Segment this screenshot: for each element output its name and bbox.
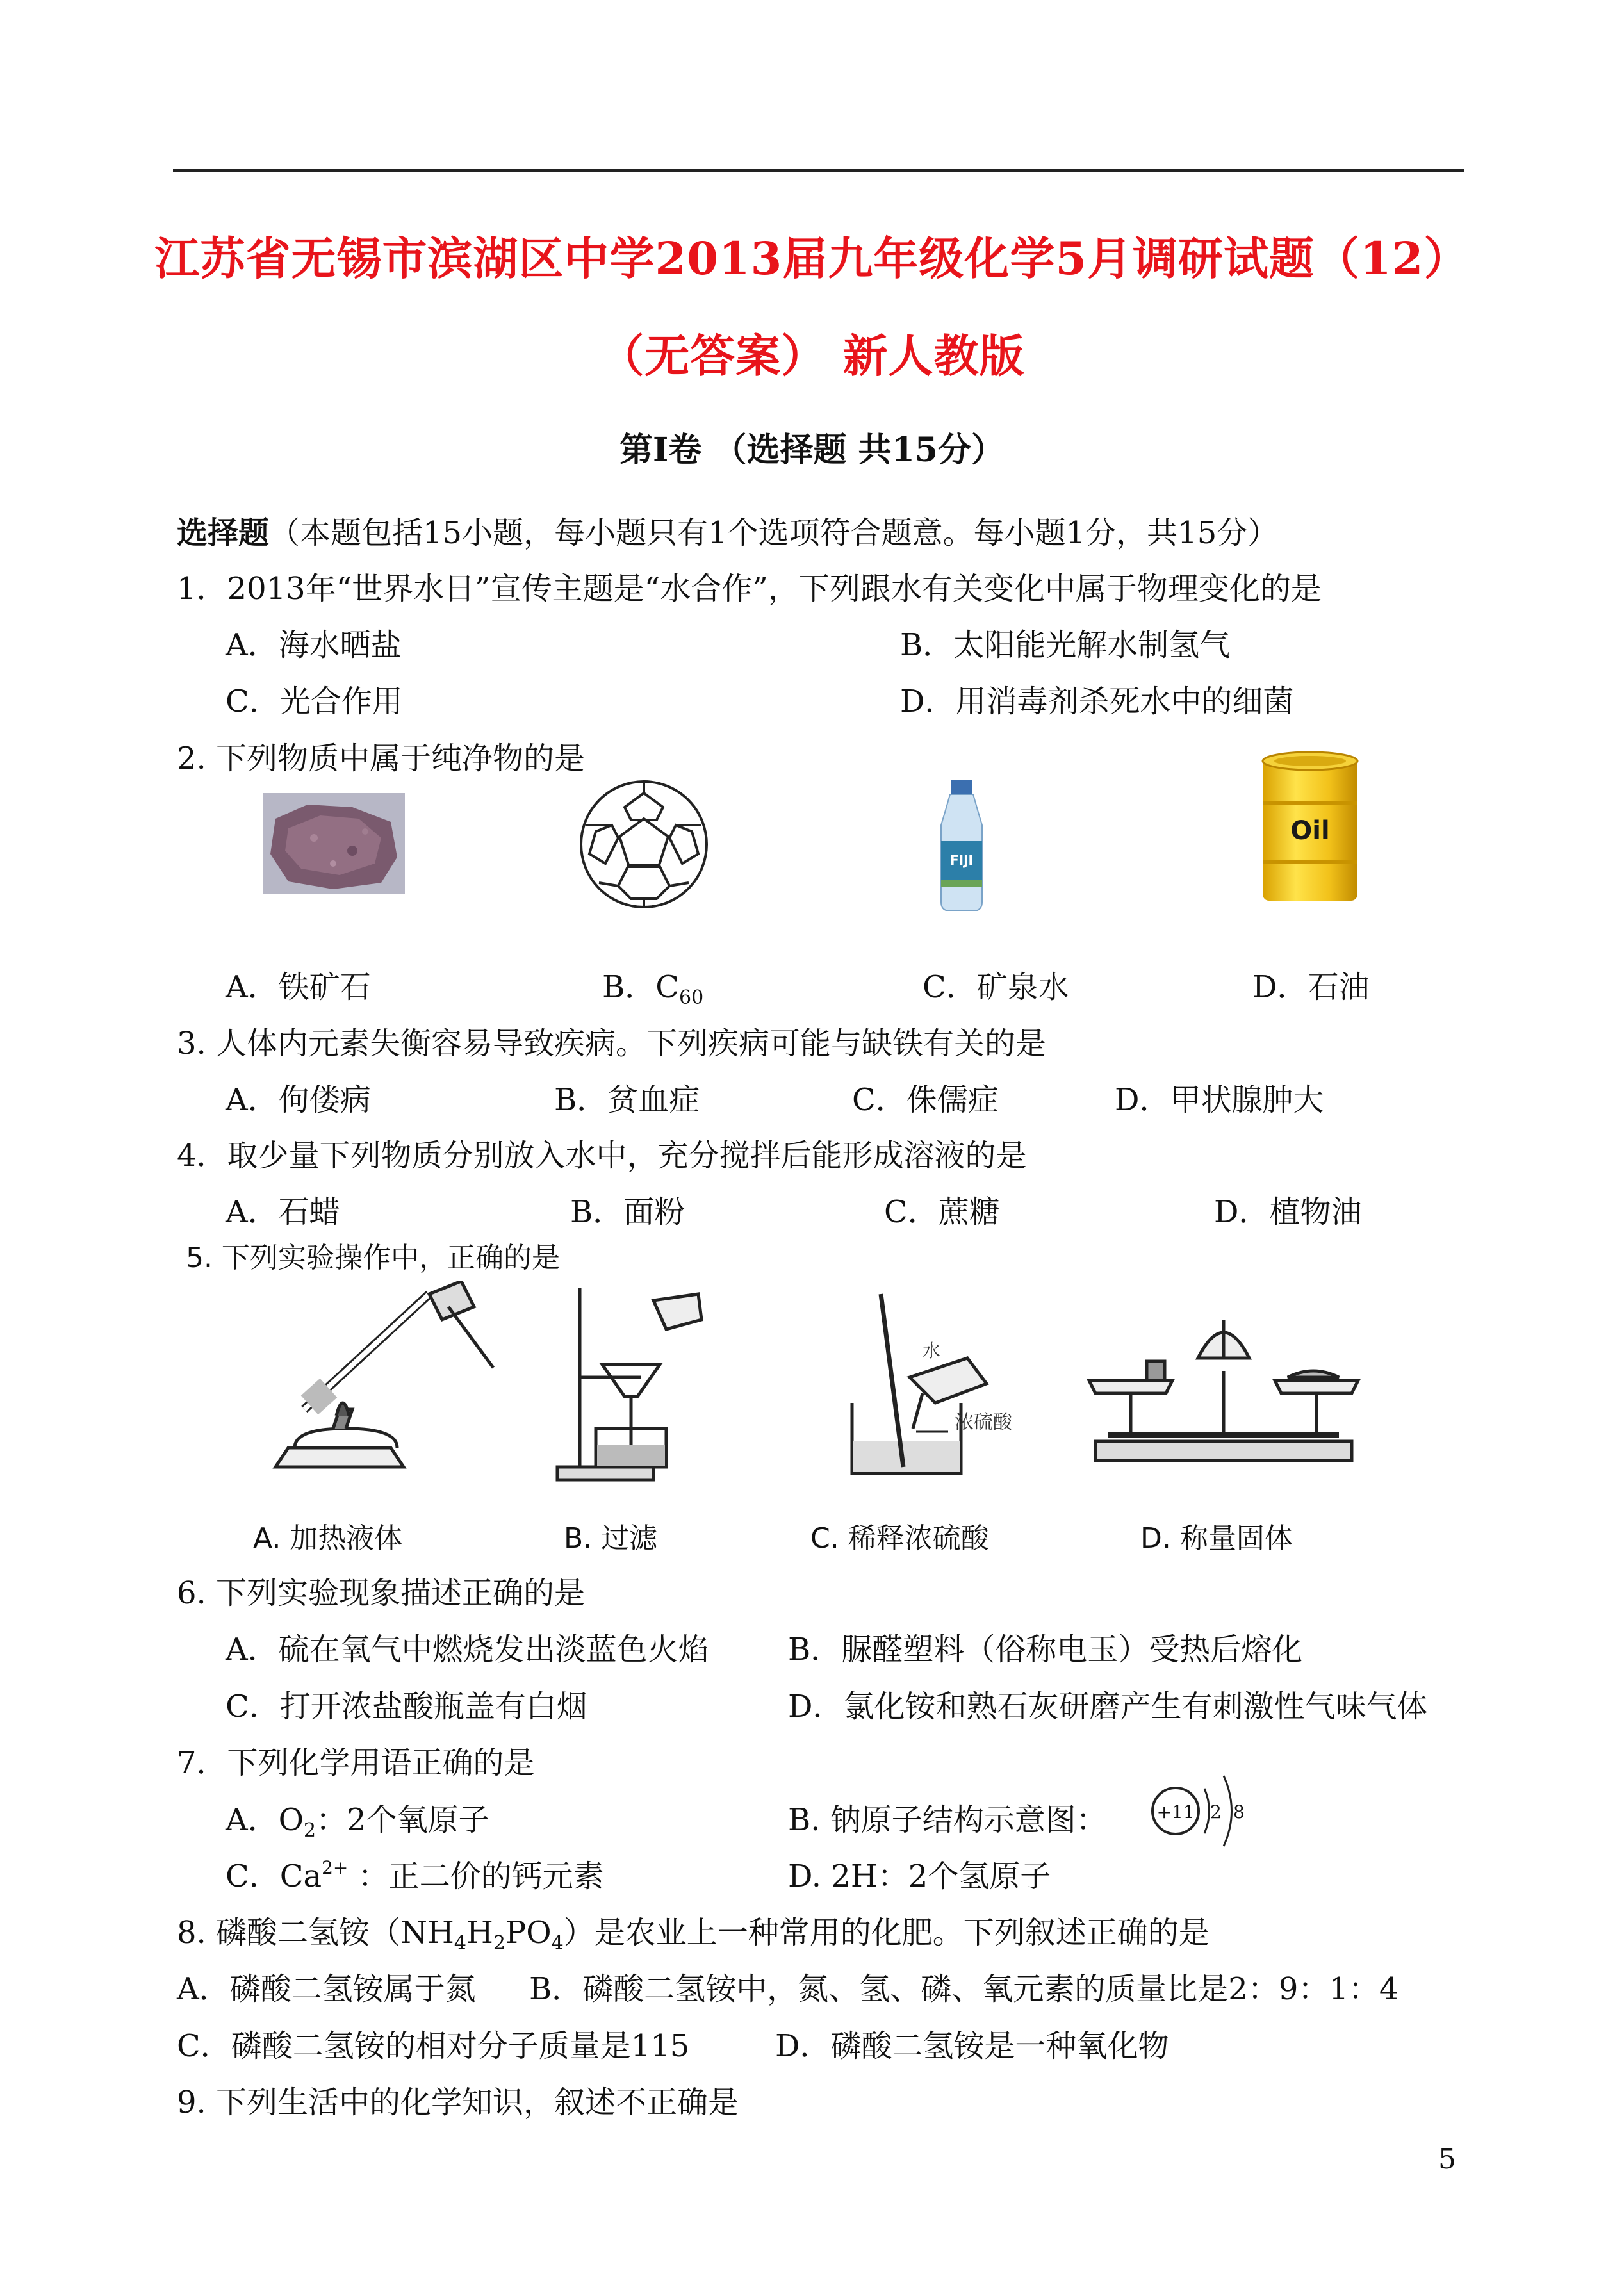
q7-c-rest: ：正二价的钙元素 [348, 1858, 604, 1894]
q3-option-b: B．贫血症 [554, 1082, 700, 1118]
oil-barrel-image [1259, 750, 1361, 911]
q7-a-text: A．O [226, 1802, 304, 1838]
q6-option-b: B．脲醛塑料（俗称电玉）受热后熔化 [788, 1632, 1303, 1667]
sodium-atom-diagram [1144, 1763, 1259, 1859]
q3-option-c: C．侏儒症 [852, 1082, 999, 1118]
instructions-text: （本题包括15小题，每小题只有1个选项符合题意。每小题1分，共15分） [269, 515, 1279, 551]
atom-shell2-label: 8 [1233, 1801, 1245, 1823]
q3-option-a: A．佝偻病 [226, 1082, 371, 1118]
atom-nucleus-label: +11 [1156, 1801, 1195, 1823]
q7-option-d: D. 2H：2个氢原子 [788, 1858, 1051, 1894]
q4-option-b: B．面粉 [570, 1194, 685, 1230]
heating-liquid-apparatus [275, 1281, 493, 1467]
q5-option-b: B. 过滤 [564, 1522, 658, 1555]
q2-option-b-subscript: 60 [679, 987, 704, 1009]
q3-stem: 3. 人体内元素失衡容易导致疾病。下列疾病可能与缺铁有关的是 [177, 1026, 1047, 1061]
q8-option-c: C．磷酸二氢铵的相对分子质量是115 [177, 2028, 690, 2064]
document-title-line2: （无答案） 新人教版 [599, 329, 1025, 382]
document-title: 江苏省无锡市滨湖区中学2013届九年级化学5月调研试题（12） [154, 232, 1470, 285]
q5-option-c: C. 稀释浓硫酸 [810, 1522, 989, 1555]
section-heading: 第I卷 （选择题 共15分） [619, 430, 1005, 470]
q5-stem: 5. 下列实验操作中，正确的是 [186, 1241, 560, 1274]
mineral-water-image [932, 780, 991, 911]
q8-option-b: B．磷酸二氢铵中，氮、氢、磷、氧元素的质量比是2：9：1：4 [529, 1971, 1399, 2007]
q7-option-b: B. 钠原子结构示意图： [788, 1802, 1107, 1838]
q4-stem: 4．取少量下列物质分别放入水中，充分搅拌后能形成溶液的是 [177, 1138, 1027, 1174]
q7-c-superscript: 2+ [322, 1857, 349, 1878]
q4-option-d: D．植物油 [1214, 1194, 1362, 1230]
q8-sub1: 4 [454, 1932, 467, 1954]
q7-a-subscript: 2 [304, 1819, 316, 1842]
barrel-label: Oil [1290, 816, 1330, 846]
q7-option-c [226, 1851, 604, 1896]
q8-stem-b: H [466, 1915, 493, 1951]
q2-option-b-text: B．C [602, 969, 680, 1005]
q1-stem: 1．2013年“世界水日”宣传主题是“水合作”，下列跟水有关变化中属于物理变化的是 [177, 571, 1322, 607]
q4-option-a: A．石蜡 [226, 1194, 340, 1230]
c60-molecule-image [573, 774, 714, 915]
q1-option-b: B．太阳能光解水制氢气 [900, 627, 1231, 663]
q6-option-a: A．硫在氧气中燃烧发出淡蓝色火焰 [226, 1632, 709, 1667]
q1-option-a: A．海水晒盐 [226, 627, 402, 663]
instructions [177, 508, 1278, 552]
bottle-label: FIJI [950, 853, 973, 868]
q8-stem [177, 1908, 1210, 1954]
acid-label: 浓硫酸 [955, 1411, 1012, 1434]
q8-stem-d: ）是农业上一种常用的化肥。下列叙述正确的是 [563, 1915, 1210, 1951]
q2-option-a: A．铁矿石 [226, 969, 371, 1005]
header-rule [173, 169, 1464, 172]
q7-stem: 7．下列化学用语正确的是 [177, 1745, 535, 1781]
q7-option-a [226, 1795, 489, 1842]
q6-option-c: C．打开浓盐酸瓶盖有白烟 [226, 1689, 587, 1725]
q8-option-a: A．磷酸二氢铵属于氮 [177, 1971, 476, 2007]
q2-option-c: C．矿泉水 [923, 969, 1069, 1005]
q2-stem: 2. 下列物质中属于纯净物的是 [177, 741, 586, 776]
q8-stem-c: PO [505, 1915, 552, 1951]
q9-stem: 9. 下列生活中的化学知识，叙述不正确是 [177, 2085, 739, 2120]
q5-option-d: D. 称量固体 [1140, 1522, 1293, 1555]
q5-apparatus-figure [256, 1281, 1550, 1493]
q5-option-a: A. 加热液体 [253, 1522, 403, 1555]
q7-a-rest: ：2个氧原子 [316, 1802, 489, 1838]
q6-option-d: D．氯化铵和熟石灰研磨产生有刺激性气味气体 [788, 1689, 1428, 1725]
q6-stem: 6. 下列实验现象描述正确的是 [177, 1575, 586, 1611]
balance-apparatus [1089, 1320, 1358, 1461]
iron-ore-image [263, 793, 405, 894]
q8-sub2: 2 [493, 1932, 505, 1954]
q4-option-c: C．蔗糖 [884, 1194, 1000, 1230]
filtration-apparatus [557, 1288, 701, 1480]
dilution-apparatus [852, 1294, 987, 1473]
q8-sub3: 4 [551, 1932, 564, 1954]
q2-option-b [602, 962, 703, 1009]
instructions-label: 选择题 [177, 515, 270, 551]
q1-option-d: D．用消毒剂杀死水中的细菌 [900, 684, 1294, 719]
q7-c-text: C．Ca [226, 1858, 322, 1894]
q3-option-d: D．甲状腺肿大 [1115, 1082, 1324, 1118]
page-number: 5 [1438, 2143, 1456, 2175]
q8-option-d: D．磷酸二氢铵是一种氧化物 [775, 2028, 1169, 2064]
q8-stem-a: 8. 磷酸二氢铵（NH [177, 1915, 454, 1951]
q1-option-c: C．光合作用 [226, 684, 403, 719]
water-label: 水 [923, 1340, 941, 1361]
atom-shell1-label: 2 [1210, 1801, 1222, 1823]
q2-option-d: D．石油 [1252, 969, 1370, 1005]
